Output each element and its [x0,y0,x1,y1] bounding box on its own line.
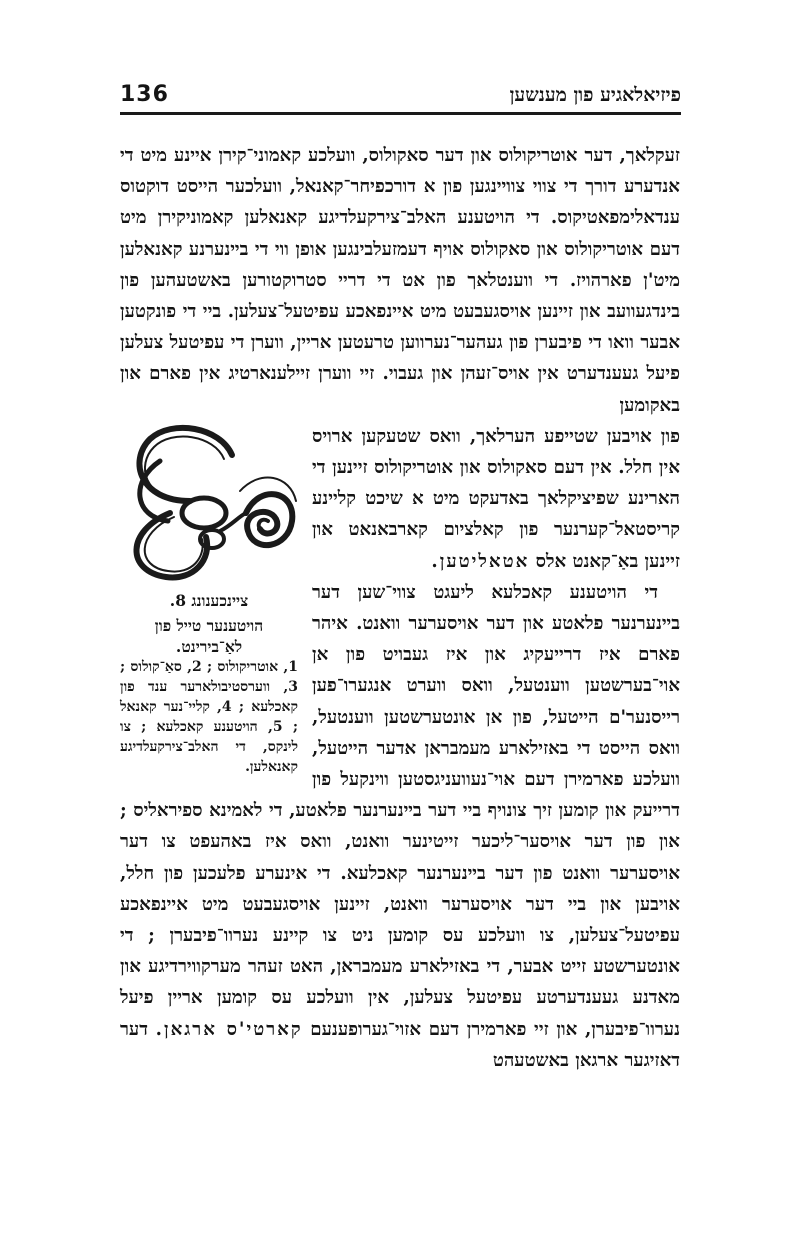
figure-labyrinth [120,421,298,777]
term-corti-organ: קארטי'ס ארגאן. [155,1018,303,1040]
paragraph-text: זעקלאך, דער אוטריקולוס און דער סאקולוס, וועלכע קאמוני־קירן איינע מיט די אנדערע דורך די צווי צוויינגען פון א דורכפיחר־קאנאל, וועלכער הייסט דוקטוס ענדאלימפאטיקוס. די הויטענע האלב־צירקעלדיגע קאנאלען קאמוניקירן מיט דעם אוטריקולוס און סאקולוס אויף דעמזעלבינגען אופן ווי די בײנערנע קאנאלען מיט'ן פארהויז. די ווענטלאך פון אט די דריי סטרוקטורען באשטעהען פון בינדגעוועב און זיינען אויסגעבעט מיט איינפאכע עפיטעל־צעלען. ביי די פונקטען אבער וואו די פיבערן פון געהער־נערווען טרעטען אריין, ווערן די עפיטעל צעלען פיעל געענדערט אין אויס־זעהן און געבוי. זיי ווערן זיילענארטיג אין פארם און באקומען [120,145,680,416]
figure-caption: ציינכענונג 8. [169,590,249,610]
paragraph-text: די הויטענע קאכלעא ליעגט צווי־שען דער בײנערנער פלאטע און דער אויסערער וואנט. איהר פארם איז דרייעקיג און איז געבויט פון אן אוי־בערשטען ווענטעל, וואס ווערט אנגערו־פען רייסנער'ם הייטעל, פון אן אונטערשטען ווענטעל, וואס הייסט די באזילארע מעמבראן אדער הייטעל, וועלכע פארמירן דעם אוי־נעוועניגסטען ווינקעל פון דרייעק און קומען זיך צונויף ביי דער בײנערנער פלאטע, די לאמינא ספיראליס ; און פון דער אויסער־ליכער זייטינער וואנט, וואס איז באהעפט צו דער אויסערער וואנט פון דער בײנערנער קאכלעא. די אינערע פלעכען פון חלל, אויבען און ביי דער אויסערער וואנט, זיינען אויסגעבעט מיט איינפאכע עפיטעל־צעלען, צו וועלכע עס קומען ניט צו קיינע נערוו־פיבערן ; די אונטערשטע זייט אבער, די באזילארע מעמבראן, האט זעהר מערקווירדיגע און מאדנע געענדערטע עפיטעל צעלען, אין וועלכע עס קומען אריין פיעל נערוו־פיבערן, און זיי פארמירן דעם אזוי־גערופענעם [120,581,680,1040]
page-header [120,82,681,114]
figure-title: הויטענער טייל פון לאַ־בירינט. [154,615,264,656]
term-otoliths: אטאליטען. [431,550,530,572]
figure-legend: 1, אוטריקולוס ; 2, סאַ־קולוס ; 3, ווערסטיבולארער ענד פון קאכלעא ; 4, קליי־נער קאנאל ; 5, הויטענע קאכלעא ; צו לינקס, די האלב־צירקעלדיגע קאנאלען. [120,658,298,775]
running-title: פיזיאלאגיע פון מענשען [509,84,681,106]
labyrinth-illustration [120,421,298,586]
page-number: 136 [120,82,169,107]
paragraph [120,140,680,421]
body-text [120,140,680,1076]
paragraph-text: דער דאזיגער ארגאן באשטעהט [120,1018,680,1071]
header-rule [120,112,681,115]
paragraph-text: פון אויבען שטייפע הערלאך, וואס שטעקען ארויס אין חלל. אין דעם סאקולוס און אוטריקולוס זיינען די הארינע שפיציקלאך באדעקט מיט א שיכט קליינע קריסטאל־קערנער פון קאלציום קארבאנאט און זיינען באַ־קאנט אלס [312,425,680,572]
